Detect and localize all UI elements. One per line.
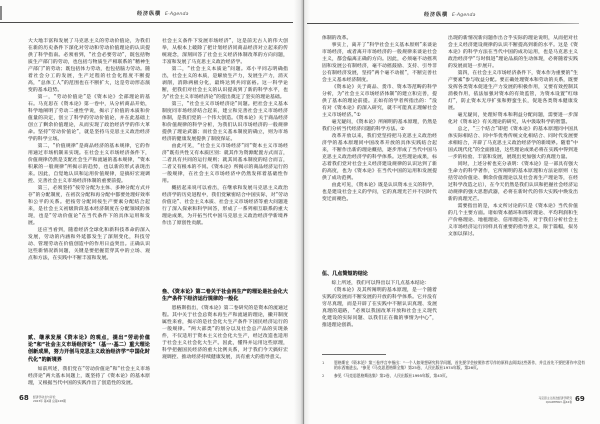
- right-header-title: 经济纵横: [424, 12, 448, 18]
- text-block: [322, 35, 437, 203]
- footnote-text: 恩格斯在《资本论》第三卷序言中指出：“一个人如果想研究科学问题，首先要学会按照作者写作的原样去阅读这些著作，并且首先不要把著作中没有的东西塞进去。”参见《马克思恩格斯全集》第25卷，人民出版社1974年版，第26页。: [334, 360, 585, 371]
- paragraph: 还应当看到，随着经济全球化和新科技革命的深入发展，劳动的内涵和外延都发生了深刻变化，科技劳动、管理劳动在价值创造中的作用日益突出。正确认识这些新情况新问题，关键是要把握贯穿其中的立场、观点和方法，在实践中不断丰富和发展。: [28, 228, 150, 261]
- left-page-column-1: [28, 38, 150, 390]
- footnote-block: [322, 360, 585, 381]
- text-block: [162, 38, 288, 227]
- paragraph: 事实上，离开了“科学社会主义基本原则”来谈论市场经济，或者离开市场经济的一般规律来谈论社会主义，都会偏离正确的方向。因此，必须毫不动摇巩固和发展公有制经济，毫不动摇鼓励、支持、引导非公有制经济发展，坚持“两个毫不动摇”，不断完善社会主义基本经济制度。: [322, 43, 437, 83]
- paragraph: 改革开放以来，我们党坚持把马克思主义政治经济学的基本原理同中国改革开放的具体实践结合起来，不断作出新的理论概括，逐步形成了当代中国马克思主义政治经济学的科学体系。这些理论成果，标志着我们党对社会主义经济建设规律的认识达到了新的高度，也为《资本论》在当代中国的运用和发展提供了成功范例。: [322, 134, 437, 181]
- paragraph: 总之，“三个结合”即把《资本论》的基本原理同中国具体实际相结合、同中华优秀传统文化相结合、同时代发展要求相结合，开辟了马克思主义政治经济学的新境界。随着“中国式现代化”的全面推进，这些理论成果必将在实践中得到进一步的检验、丰富和发展，展现出更加强大的真理力量。: [448, 127, 578, 160]
- footnote-number: 2: [322, 372, 325, 378]
- paragraph: 第二，“价值规律”是商品经济的基本规律，它的作用通过市场机制来实现。在社会主义市场经济条件下，价值规律仍然是支配社会生产和流通的基本规律，“资本积累的一般规律”所揭示的趋势，也以新的形式表现出来。因此，自觉地认识和运用价值规律，是搞好宏观调控、完善社会主义市场经济体制的重要前提。: [28, 144, 150, 184]
- footnote-2: [322, 373, 585, 378]
- paragraph: 概括起来说可以看出，在继承和发展马克思主义政治经济学的历史进程中，我们党紧密结合中国实际，对“劳动价值论”、社会主义本质、社会主义市场经济等重大问题进行了深入探索和科学回答，形成了一系列相互联系的重大理论成果，为开拓当代中国马克思主义政治经济学新境界作出了原创性贡献。: [162, 186, 288, 226]
- footnote-text: 参见《马克思恩格斯选集》第2卷，人民出版社1995年版，第43页。: [334, 372, 450, 378]
- left-page-body: [28, 38, 288, 390]
- gutter-shadow: [294, 0, 310, 424]
- left-page-number: 68: [19, 394, 29, 402]
- paragraph: 大大地丰富和发展了马克思主义的劳动价值论，为我们在新的历史条件下深化对劳动和劳动价值理论的认识提供了科学指南。必须看到，“社会必要劳动”，既包括物质生产部门的劳动，也包括与物质生产相联系的“精神生产部门”的劳动；既包括体力劳动，也包括脑力劳动。随着社会分工的发展，生产过程的社会化程度不断提高，“总体工人”的范围也在不断扩大，这是劳动形态演变的基本趋势。: [28, 39, 150, 93]
- paragraph: 体制的改革。: [322, 36, 352, 41]
- footnote-number: 1: [322, 360, 325, 365]
- left-header-subtitle: E-Agenda: [164, 12, 189, 17]
- paragraph: 同时，上述分析也充分表明：《资本论》是一部具有强大生命力的科学著作，它所阐明的基本原理和方法论原则（包括劳动价值论、剩余价值理论以及社会再生产理论等，在经过科学改造之后），在今天仍然是我们认识和把握社会经济运动规律的强大思想武器，必将在新时代的伟大实践中焕发出新的真理光芒。: [448, 162, 578, 202]
- paragraph: 第一，“劳动价值论”是《资本论》全部理论的基石。马克思在《资本论》第一卷中，从分析商品开始，科学地阐明了劳动二重性学说，揭示了价值的本质和价值量的决定，创立了科学的劳动价值论，并在此基础上创立了剩余价值理论，从而实现了政治经济学的伟大革命。坚持“劳动价值论”，就是坚持马克思主义政治经济学的科学立场。: [28, 95, 150, 142]
- paragraph: 《资本论》关于商品、货币、资本等范畴的科学分析，为“社会主义市场经济体制”的建立和完善，提供了基本的理论前提。正如有的学者所指出的：“没有对《资本论》的深入研究，就不可能真正理解社会主义市场经济。”①: [322, 85, 437, 118]
- imprint-line: 2023年 第4期 总第128期: [33, 398, 66, 403]
- right-page-body: [322, 35, 578, 343]
- left-header-rule: [0, 22, 293, 23]
- imprint-line: QUARTERLY·第44卷: [545, 399, 572, 404]
- paragraph: 由此可见，《资本论》既是认识资本主义的科学，也是建设社会主义的学问，它的真理光芒并不因时代变迁而褪色。: [322, 183, 437, 202]
- paragraph: 恩格斯指出，《资本论》第二卷研究的是资本的流通过程。其中关于社会总资本再生产和流通的理论，撇开制度属性来看，揭示的是社会化大生产条件下国民经济运行的一般规律。“两大部类”的划分以及社会总产品的实现条件，不仅适用于资本主义社会化大生产，经过改造也适用于社会主义社会化大生产。因此，懂得并运用这些原理，科学把握国民经济的重大比例关系，对于我们今天搞好宏观调控、推动经济持续健康发展，具有重大的指导意义。: [162, 306, 288, 361]
- left-running-header: [137, 10, 189, 17]
- right-imprint: [498, 397, 572, 404]
- section-heading-block: [162, 289, 288, 361]
- paragraph: 需要指出的是，本文所讨论的只是《资本论》当代价值的几个主要方面。诸如资本循环和周转理论、平均利润和生产价格理论、地租理论、信用理论等，对于我们分析社会主义市场经济运行同样具有重要的指导意义，限于篇幅，拟另文加以探讨。: [448, 204, 578, 237]
- page-edge-mark: [0, 6, 2, 20]
- paragraph: 第三，必须坚持“按劳分配为主体、多种分配方式并存”的分配制度，在初次分配和再分配中都要处理好效率和公平的关系。把按劳分配同按生产要素分配结合起来，是社会主义初级阶段基本经济制度在分配领域的体现，也是“劳动价值论”在当代条件下的具体运用和发展。: [28, 186, 150, 226]
- section-heading: 叁、《资本论》第二卷关于社会再生产的理论是社会化大生产条件下经济运行规律的一般化: [162, 289, 288, 303]
- footnote-1: [322, 360, 585, 370]
- right-running-header: [424, 11, 476, 18]
- paragraph: 毫无疑问，《资本论》所阐明的基本原理，仍然是我们分析当代经济问题的科学方法。②: [322, 120, 437, 132]
- text-block: [448, 35, 578, 238]
- paragraph: 综上所述，我们可以得出以下几点基本结论：: [331, 281, 430, 287]
- imprint-line: 马克思主义政治经济学研究: [538, 396, 572, 400]
- paragraph: 由此可见，“社会主义市场经济”同“资本主义市场经济”既有共性又有本质区别：就其作为资源配置方式而言，二者具有共同的运行规则；就其同基本制度的结合而言，二者又有根本的不同。《资本论》所揭示的商品经济运行的一般规律，在社会主义市场经济中仍然发挥着基础性作用。: [162, 144, 288, 184]
- section-heading: 贰、继承发展《资本论》的观点，提出“劳动价值论”和“社会主义市场经济论”（基一·基二）重大理论创新成果，努力开创马克思主义政治经济学“中国化时代化”的新境界: [28, 335, 150, 363]
- paragraph: 第四，在社会主义市场经济条件下，资本作为重要的“生产要素”参与收益分配。要正确处理资本和劳动的关系，既要发挥各类资本促进生产力发展的积极作用，又要有效控制其消极作用，依法加强对资本的有效监管，为资本设置“红绿灯”，防止资本无序扩张和野蛮生长，促进各类资本健康发展。: [448, 71, 578, 111]
- paragraph: 第三，“社会主义市场经济论”问题。把社会主义基本制度同市场经济结合起来，建立和完善社会主义市场经济体制，是我们党的一个伟大创造。《资本论》关于商品经济和价值规律的科学分析，为我们认识市场经济的一般规律提供了理论武器；而社会主义基本制度的确立，则为市场经济的健康发展提供了制度保证。: [162, 102, 288, 142]
- imprint-line: 经济学动态与评论: [33, 395, 56, 399]
- left-imprint: [33, 396, 66, 403]
- section-heading-block: [28, 335, 150, 387]
- right-page-column-1: [322, 35, 437, 337]
- footnote-separator: [322, 354, 386, 355]
- right-page-number: 69: [575, 395, 585, 403]
- paragraph: 社会主义条件下发展市场经济”，这是前无古人的伟大创举，从根本上破除了把计划经济同商品经济对立起来的传统观念，深刻回答了社会主义经济体制改革的方向问题，丰富和发展了马克思主义政治经济学。: [162, 39, 288, 65]
- left-page-column-2: [162, 38, 288, 390]
- right-header-subtitle: E-Agenda: [451, 13, 476, 18]
- gutter-fold-line: [303, 0, 304, 424]
- right-page-column-2: [448, 35, 578, 340]
- section-heading-block: [322, 271, 437, 329]
- paragraph: 如前所述，我们党在“劳动价值论”和“社会主义市场经济论”两大基本问题上，既坚持了《资本论》的基本原理，又根据当代中国的实践作出了创造性的发展。: [28, 366, 150, 386]
- paragraph: 毫无疑问，处理好资本和利益分配问题，需要进一步深化对《资本论》有关理论的研究，从中汲取科学的智慧。: [448, 113, 578, 125]
- text-block: [28, 38, 150, 262]
- paragraph: 《资本论》及其所阐明的基本原理，是一个随着实践的发展而不断发展的开放的科学体系。它并没有穷尽真理，而是开辟了在实践中不断认识真理、发展真理的道路，“必须以我国改革开放和社会主义现代化建设的实际问题、以我们正在做的事情为中心”，推进理论创新。: [322, 288, 437, 329]
- left-header-title: 经济纵横: [137, 11, 161, 17]
- paragraph: 出现的新情况新问题作出合乎实际的理论说明，从而把对社会主义经济建设规律的认识不断提高到新的水平。这是《资本论》的科学方法在当代中国的成功运用，也是马克思主义政治经济学“与时俱进”理论品质的生动体现，必将随着实践的发展而进一步展开。: [448, 36, 578, 69]
- paragraph: 第二，“社会主义本质论”问题。邓小平同志明确指出，社会主义的本质，是解放生产力，发展生产力，消灭剥削，消除两极分化，最终达到共同富裕。这一科学论断，把我们对社会主义的认识提高到了新的科学水平，也为“社会主义市场经济论”的提出奠定了坚实的理论基础。: [162, 67, 288, 100]
- right-header-rule: [307, 23, 579, 24]
- section-heading: 伍、几点简短的结论: [322, 271, 368, 277]
